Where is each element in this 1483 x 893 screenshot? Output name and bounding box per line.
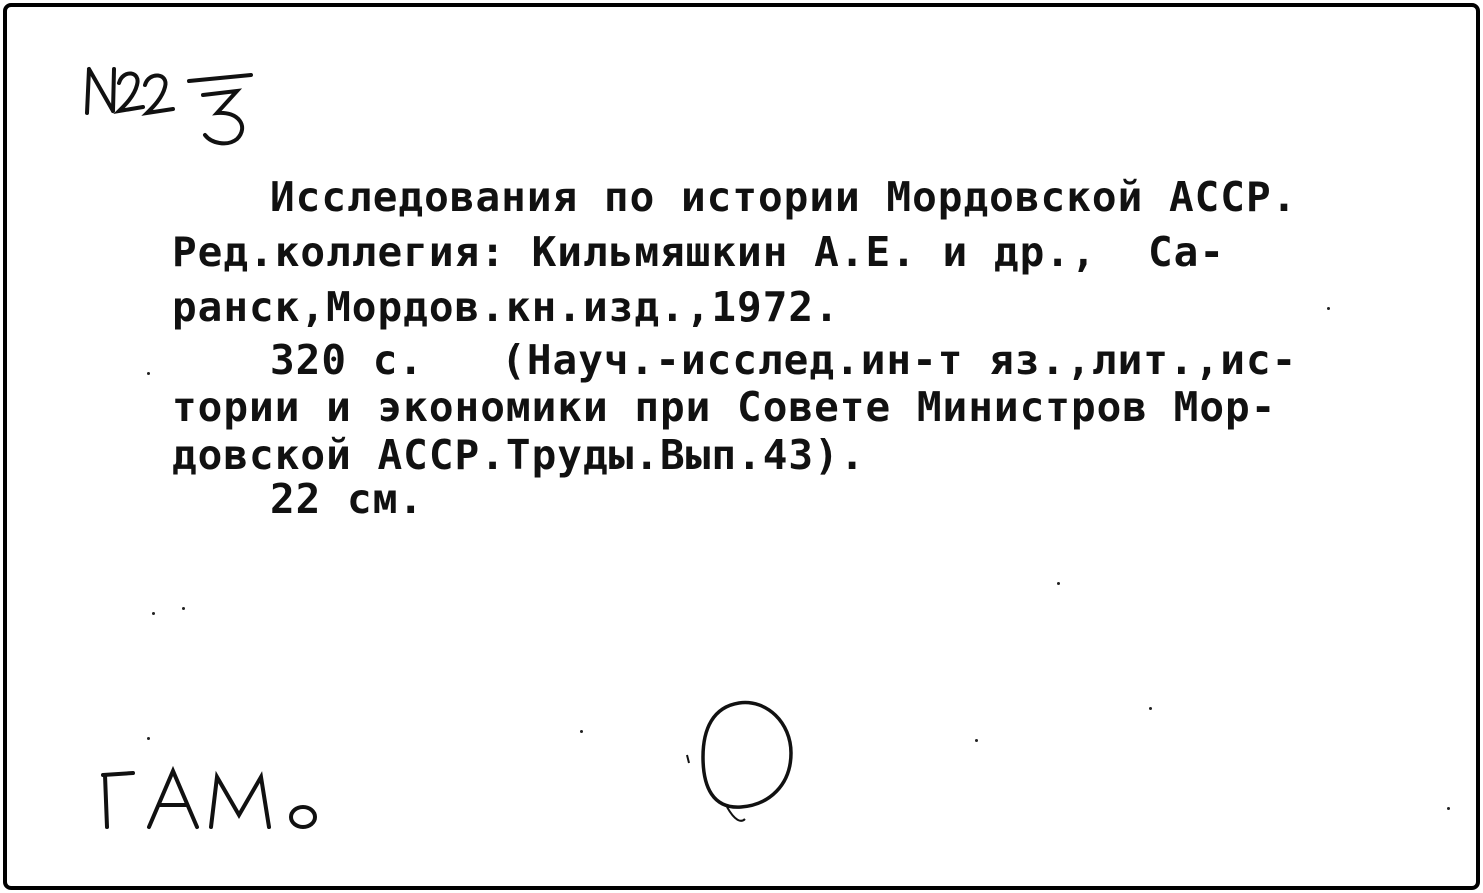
dust-speck [1447, 807, 1450, 810]
card-line-3: ранск,Мордов.кн.изд.,1972. [172, 283, 840, 331]
catalog-card [3, 3, 1480, 890]
dust-speck [182, 607, 185, 610]
handwritten-archive-mark [93, 765, 338, 840]
dust-speck [152, 612, 155, 615]
card-line-1: Исследования по истории Мордовской АССР. [270, 173, 1298, 221]
dust-speck [1057, 582, 1060, 585]
card-line-4: 320 с. (Науч.-исслед.ин-т яз.,лит.,ис- [270, 336, 1298, 384]
punch-hole-icon [679, 695, 804, 823]
card-line-5: тории и экономики при Совете Министров Мор- [172, 383, 1277, 431]
card-line-6: довской АССР.Труды.Вып.43). [172, 431, 866, 479]
dust-speck [147, 372, 150, 375]
dust-speck [1327, 307, 1330, 310]
dust-speck [975, 739, 978, 742]
dust-speck [147, 737, 150, 740]
card-line-7: 22 см. [270, 475, 425, 523]
handwritten-number-mark [79, 55, 269, 155]
dust-speck [580, 730, 583, 733]
card-line-2: Ред.коллегия: Кильмяшкин А.Е. и др., Са- [172, 228, 1226, 276]
dust-speck [1149, 707, 1152, 710]
